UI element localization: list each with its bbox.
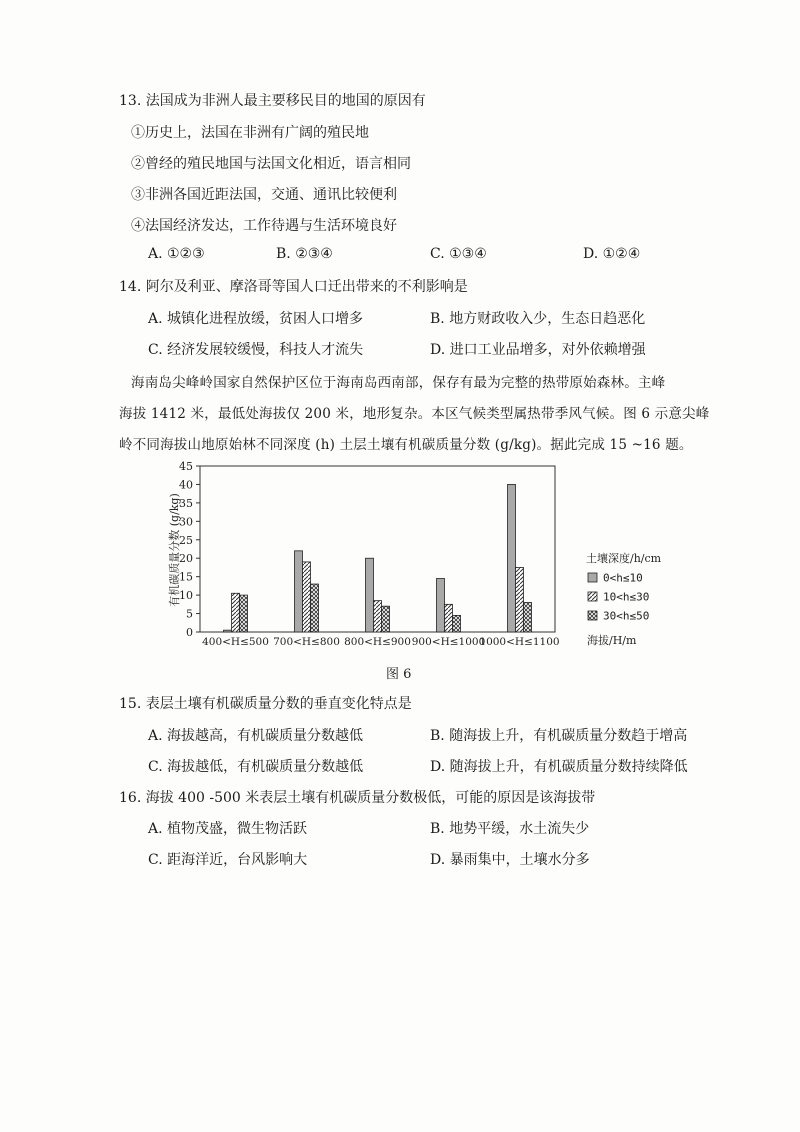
bar-5-series-1 [508, 484, 516, 632]
y-tick-label: 10 [179, 589, 193, 603]
q13-statement-4: ④法国经济发达，工作待遇与生活环境良好 [131, 218, 397, 234]
question-13-title: 13. 法国成为非洲人最主要移民目的地国的原因有 [119, 93, 426, 109]
y-tick-label: 30 [179, 515, 193, 529]
question-16-title: 16. 海拔 400 -500 米表层土壤有机碳质量分数极低，可能的原因是该海拔带 [119, 790, 596, 806]
bar-1-series-3 [240, 595, 248, 632]
bar-4-series-3 [453, 615, 461, 632]
x-category-label: 800<H≤900 [344, 636, 411, 648]
x-axis-label: 海拔/H/m [587, 634, 637, 647]
q15-option-c: C. 海拔越低，有机碳质量分数越低 [148, 759, 364, 775]
q14-option-a: A. 城镇化进程放缓，贫困人口增多 [148, 311, 364, 327]
q14-option-c: C. 经济发展较缓慢，科技人才流失 [148, 342, 364, 358]
question-14-title: 14. 阿尔及利亚、摩洛哥等国人口迁出带来的不利影响是 [119, 279, 468, 295]
bar-1-series-1 [224, 630, 232, 632]
q13-statement-3: ③非洲各国近距法国，交通、通讯比较便利 [131, 187, 397, 203]
bar-4-series-1 [437, 579, 445, 632]
y-tick-label: 5 [186, 607, 193, 621]
legend-swatch-1 [588, 573, 597, 582]
q15-option-d: D. 随海拔上升，有机碳质量分数持续降低 [430, 759, 688, 775]
q13-statement-1: ①历史上，法国在非洲有广阔的殖民地 [131, 125, 369, 141]
q16-option-b: B. 地势平缓，水土流失少 [430, 821, 590, 837]
passage-line-3: 岭不同海拔山地原始林不同深度 (h) 土层土壤有机碳质量分数 (g/kg)。据此完成 15 ~16 题。 [119, 437, 693, 453]
y-tick-label: 25 [179, 533, 193, 547]
q15-option-b: B. 随海拔上升，有机碳质量分数趋于增高 [430, 728, 688, 744]
y-tick-label: 15 [179, 570, 193, 584]
q13-statement-2: ②曾经的殖民地国与法国文化相近，语言相同 [131, 156, 411, 172]
x-category-label: 400<H≤500 [202, 636, 269, 648]
y-tick-label: 35 [179, 496, 193, 510]
y-axis-label: 有机碳质量分数 (g/kg) [168, 493, 181, 607]
legend-swatch-2 [588, 592, 597, 601]
q13-option-d: D. ①②④ [583, 246, 641, 262]
x-category-label: 1000<H≤1100 [479, 636, 560, 648]
q16-option-c: C. 距海洋近，台风影响大 [148, 852, 308, 868]
q14-option-d: D. 进口工业品增多，对外依赖增强 [430, 342, 646, 358]
q14-option-b: B. 地方财政收入少，生态日趋恶化 [430, 311, 646, 327]
legend-label-2: 10<h≤30 [603, 590, 650, 604]
bar-2-series-3 [311, 584, 319, 632]
y-tick-label: 40 [179, 478, 193, 492]
bar-3-series-3 [382, 606, 390, 632]
legend-swatch-3 [588, 611, 597, 620]
passage-line-1: 海南岛尖峰岭国家自然保护区位于海南岛西南部，保存有最为完整的热带原始森林。主峰 [131, 375, 666, 391]
bar-5-series-3 [524, 602, 532, 632]
q15-option-a: A. 海拔越高，有机碳质量分数越低 [148, 728, 364, 744]
q13-option-c: C. ①③④ [430, 246, 487, 262]
bar-2-series-1 [295, 551, 303, 632]
y-tick-label: 20 [179, 552, 193, 566]
q13-option-b: B. ②③④ [276, 246, 333, 262]
bar-2-series-2 [303, 562, 311, 632]
question-15-title: 15. 表层土壤有机碳质量分数的垂直变化特点是 [119, 696, 412, 712]
figure-caption: 图 6 [386, 667, 412, 682]
legend-label-3: 30<h≤50 [603, 609, 650, 623]
bar-5-series-2 [516, 567, 524, 632]
q16-option-a: A. 植物茂盛，微生物活跃 [148, 821, 308, 837]
q16-option-d: D. 暴雨集中，土壤水分多 [430, 852, 590, 868]
x-category-label: 700<H≤800 [273, 636, 340, 648]
q13-option-a: A. ①②③ [148, 246, 205, 262]
bar-4-series-2 [445, 604, 453, 632]
x-category-label: 900<H≤1000 [411, 636, 486, 648]
legend-title: 土壤深度/h/cm [586, 552, 662, 565]
bar-1-series-2 [232, 593, 240, 632]
y-tick-label: 0 [186, 626, 193, 639]
bar-3-series-2 [374, 601, 382, 632]
y-tick-label: 45 [179, 460, 193, 473]
legend-label-1: 0<h≤10 [603, 571, 643, 585]
passage-line-2: 海拔 1412 米，最低处海拔仅 200 米，地形复杂。本区气候类型属热带季风气候。图 6 示意尖峰 [119, 406, 710, 422]
bar-3-series-1 [366, 558, 374, 632]
